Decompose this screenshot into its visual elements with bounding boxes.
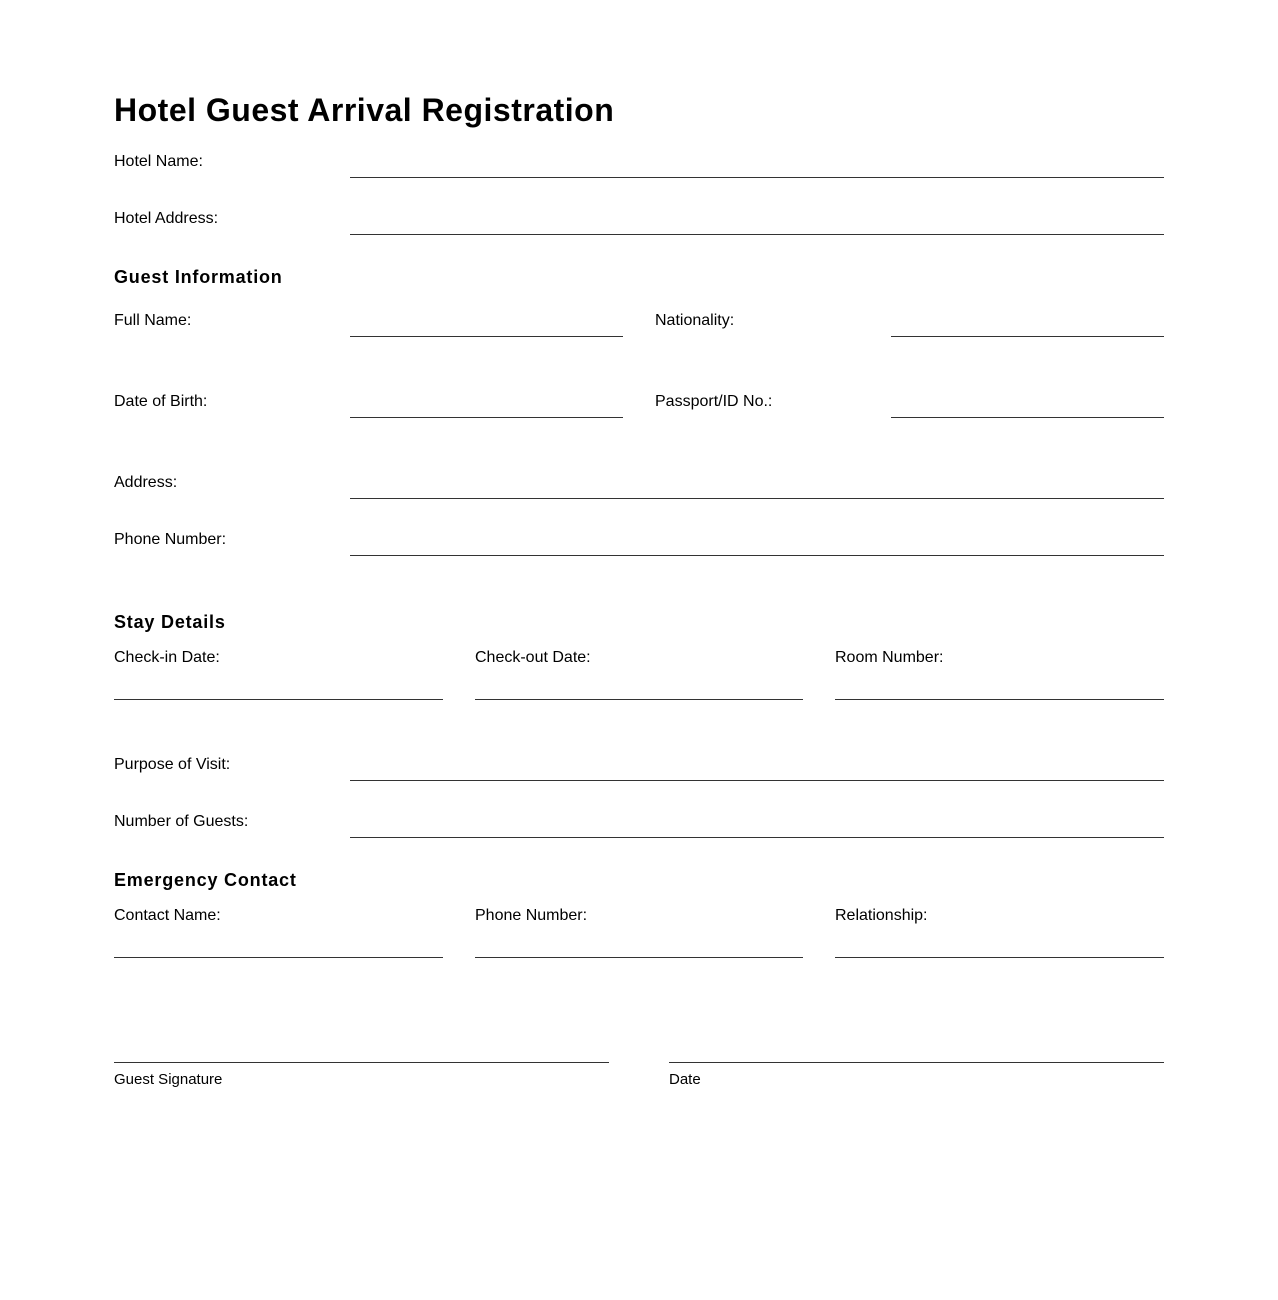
guest-phone-field[interactable] xyxy=(350,555,1164,556)
stay-details-heading: Stay Details xyxy=(114,612,226,632)
passport-id-field[interactable] xyxy=(891,417,1164,418)
hotel-address-field[interactable] xyxy=(350,234,1164,235)
hotel-address-label: Hotel Address: xyxy=(114,210,219,227)
number-of-guests-label: Number of Guests: xyxy=(114,813,249,830)
nationality-field[interactable] xyxy=(891,336,1164,337)
hotel-name-label: Hotel Name: xyxy=(114,153,203,170)
check-in-date-field[interactable] xyxy=(114,699,443,700)
signature-date-line[interactable] xyxy=(669,1062,1164,1063)
guest-signature-label: Guest Signature xyxy=(114,1071,223,1088)
full-name-label: Full Name: xyxy=(114,312,192,329)
nationality-label: Nationality: xyxy=(655,312,735,329)
date-of-birth-field[interactable] xyxy=(350,417,623,418)
purpose-of-visit-field[interactable] xyxy=(350,780,1164,781)
full-name-field[interactable] xyxy=(350,336,623,337)
guest-signature-line[interactable] xyxy=(114,1062,609,1063)
hotel-name-field[interactable] xyxy=(350,177,1164,178)
guest-phone-label: Phone Number: xyxy=(114,531,227,548)
check-out-date-field[interactable] xyxy=(475,699,803,700)
check-out-date-label: Check-out Date: xyxy=(475,649,591,666)
relationship-label: Relationship: xyxy=(835,907,928,924)
room-number-field[interactable] xyxy=(835,699,1164,700)
relationship-field[interactable] xyxy=(835,957,1164,958)
contact-phone-label: Phone Number: xyxy=(475,907,588,924)
guest-information-heading: Guest Information xyxy=(114,267,283,287)
number-of-guests-field[interactable] xyxy=(350,837,1164,838)
purpose-of-visit-label: Purpose of Visit: xyxy=(114,756,231,773)
room-number-label: Room Number: xyxy=(835,649,944,666)
emergency-contact-heading: Emergency Contact xyxy=(114,870,297,890)
guest-address-field[interactable] xyxy=(350,498,1164,499)
signature-date-label: Date xyxy=(669,1071,701,1088)
check-in-date-label: Check-in Date: xyxy=(114,649,220,666)
page-title: Hotel Guest Arrival Registration xyxy=(114,92,615,128)
contact-phone-field[interactable] xyxy=(475,957,803,958)
guest-address-label: Address: xyxy=(114,474,178,491)
contact-name-label: Contact Name: xyxy=(114,907,221,924)
date-of-birth-label: Date of Birth: xyxy=(114,393,208,410)
passport-id-label: Passport/ID No.: xyxy=(655,393,773,410)
contact-name-field[interactable] xyxy=(114,957,443,958)
